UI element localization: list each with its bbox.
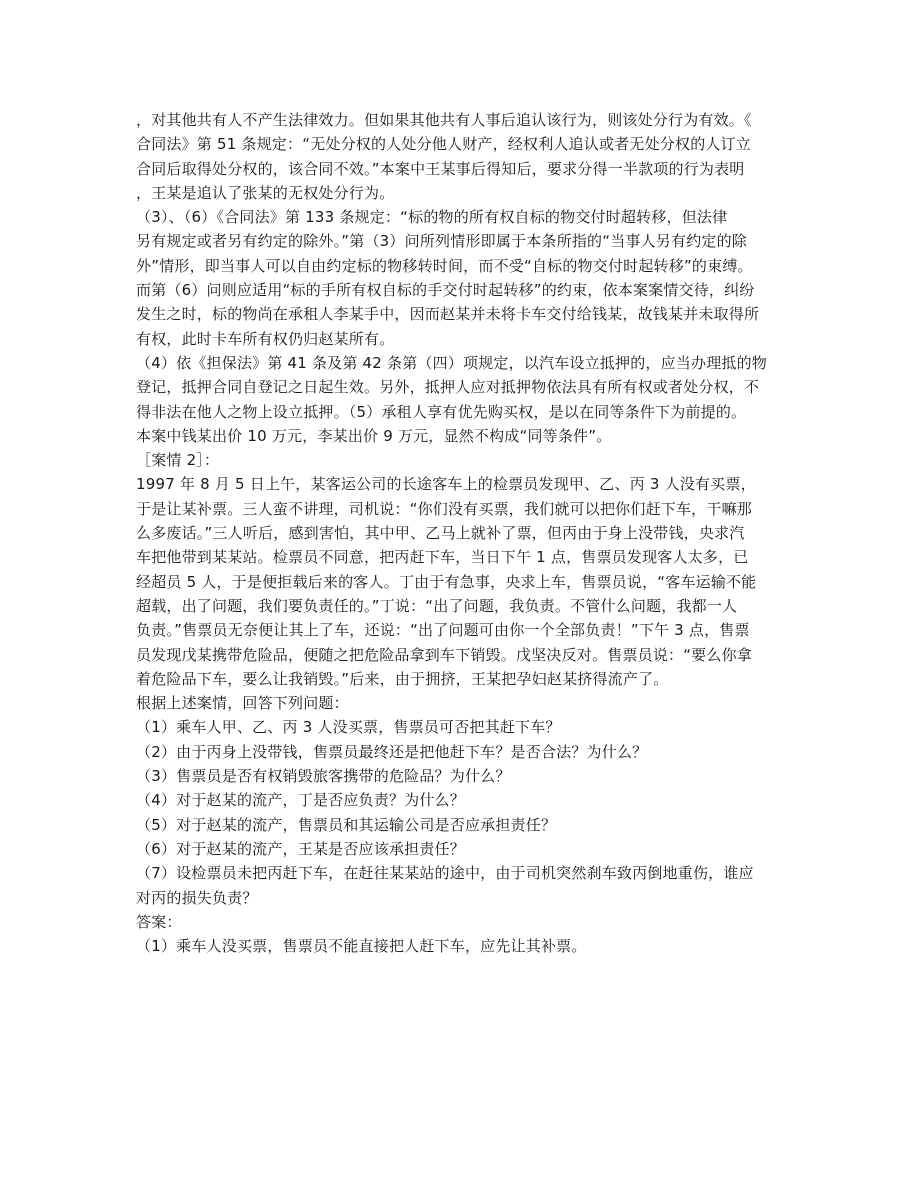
text-line: 超载，出了问题，我们要负责任的。”丁说：“出了问题，我负责。不管什么问题，我都一人 bbox=[136, 596, 738, 615]
case-heading: ［案情 2］： bbox=[136, 451, 220, 470]
text-line: ，对其他共有人不产生法律效力。但如果其他共有人事后追认该行为，则该处分行为有效。《 bbox=[136, 111, 752, 129]
text-line: 负责。”售票员无奈便让其上了车，还说：“出了问题可由你一个全部负责！”下午 3 点，售票 bbox=[136, 621, 750, 640]
text-line: 员发现戊某携带危险品，便随之把危险品拿到车下销毁。戊坚决反对。售票员说：“要么你拿 bbox=[136, 645, 752, 664]
text-line: 有权，此时卡车所有权仍归赵某所有。 bbox=[136, 329, 395, 348]
text-line: 登记，抵押合同自登记之日起生效。另外，抵押人应对抵押物依法具有所有权或者处分权，不 bbox=[136, 378, 760, 397]
text-line: 车把他带到某某站。检票员不同意，把丙赶下车，当日下午 1 点，售票员发现客人太多，已 bbox=[136, 548, 749, 567]
question-item: （5）对于赵某的流产，售票员和其运输公司是否应承担责任？ bbox=[136, 815, 557, 834]
text-line: （3）、（6）《合同法》第 133 条规定：“标的物的所有权自标的物交付时超转移，但法律 bbox=[136, 208, 728, 227]
question-item: （4）对于赵某的流产，丁是否应负责？为什么？ bbox=[136, 791, 465, 810]
text-line: 着危险品下车，要么让我销毁。”后来，由于拥挤，王某把孕妇赵某挤得流产了。 bbox=[136, 669, 669, 688]
question-item: （3）售票员是否有权销毁旅客携带的危险品？为什么？ bbox=[136, 767, 511, 786]
question-item: （7）设检票员未把丙赶下车，在赶往某某站的途中，由于司机突然刹车致丙倒地重伤，谁应 bbox=[136, 864, 754, 883]
text-line: 么多废话。”三人听后，感到害怕，其中甲、乙马上就补了票，但丙由于身上没带钱，央求汽 bbox=[136, 524, 745, 543]
text-line: （4）依《担保法》第 41 条及第 42 条第（四）项规定，以汽车设立抵押的，应当办理抵的物 bbox=[136, 353, 767, 372]
text-line: 1997 年 8 月 5 日上午，某客运公司的长途客车上的检票员发现甲、乙、丙 3 人没有买票， bbox=[136, 475, 756, 494]
answer-item: （1）乘车人没买票，售票员不能直接把人赶下车，应先让其补票。 bbox=[136, 937, 587, 956]
question-item: 对丙的损失负责？ bbox=[136, 888, 258, 907]
text-line: 于是让某补票。三人蛮不讲理，司机说：“你们没有买票，我们就可以把你们赶下车，干嘛那 bbox=[136, 499, 752, 518]
question-item: （6）对于赵某的流产，王某是否应该承担责任？ bbox=[136, 839, 465, 858]
question-item: （1）乘车人甲、乙、丙 3 人没买票，售票员可否把其赶下车？ bbox=[136, 718, 561, 737]
text-line: 合同后取得处分权的，该合同不效。”本案中王某事后得知后，要求分得一半款项的行为表明 bbox=[136, 159, 745, 178]
answer-heading: 答案： bbox=[136, 912, 182, 931]
text-line: ，王某是追认了张某的无权处分行为。 bbox=[136, 183, 395, 202]
text-line: 外”情形，即当事人可以自由约定标的物移转时间，而不受“自标的物交付时起转移”的束缚。 bbox=[136, 256, 753, 275]
question-item: （2）由于丙身上没带钱，售票员最终还是把他赶下车？是否合法？为什么？ bbox=[136, 742, 648, 761]
text-line: 得非法在他人之物上设立抵押。（5）承租人享有优先购买权，是以在同等条件下为前提的。 bbox=[136, 402, 747, 421]
text-line: 经超员 5 人，于是便拒载后来的客人。丁由于有急事，央求上车，售票员说，“客车运输不能 bbox=[136, 572, 757, 591]
text-line: 另有规定或者另有约定的除外。”第（3）问所列情形即属于本条所指的“当事人另有约定的除 bbox=[136, 232, 747, 251]
text-line: 发生之时，标的物尚在承租人李某手中，因而赵某并未将卡车交付给钱某，故钱某并未取得所 bbox=[136, 305, 760, 324]
text-line: 合同法》第 51 条规定：“无处分权的人处分他人财产，经权利人追认或者无处分权的人订立 bbox=[136, 135, 751, 154]
text-line: 而第（6）问则应适用“标的手所有权自标的手交付时起转移”的约束，依本案案情交待，纠纷 bbox=[136, 281, 755, 300]
text-line: 本案中钱某出价 10 万元，李某出价 9 万元，显然不构成“同等条件”。 bbox=[136, 426, 612, 445]
document-body bbox=[136, 108, 786, 958]
questions-intro: 根据上述案情，回答下列问题： bbox=[136, 694, 349, 713]
